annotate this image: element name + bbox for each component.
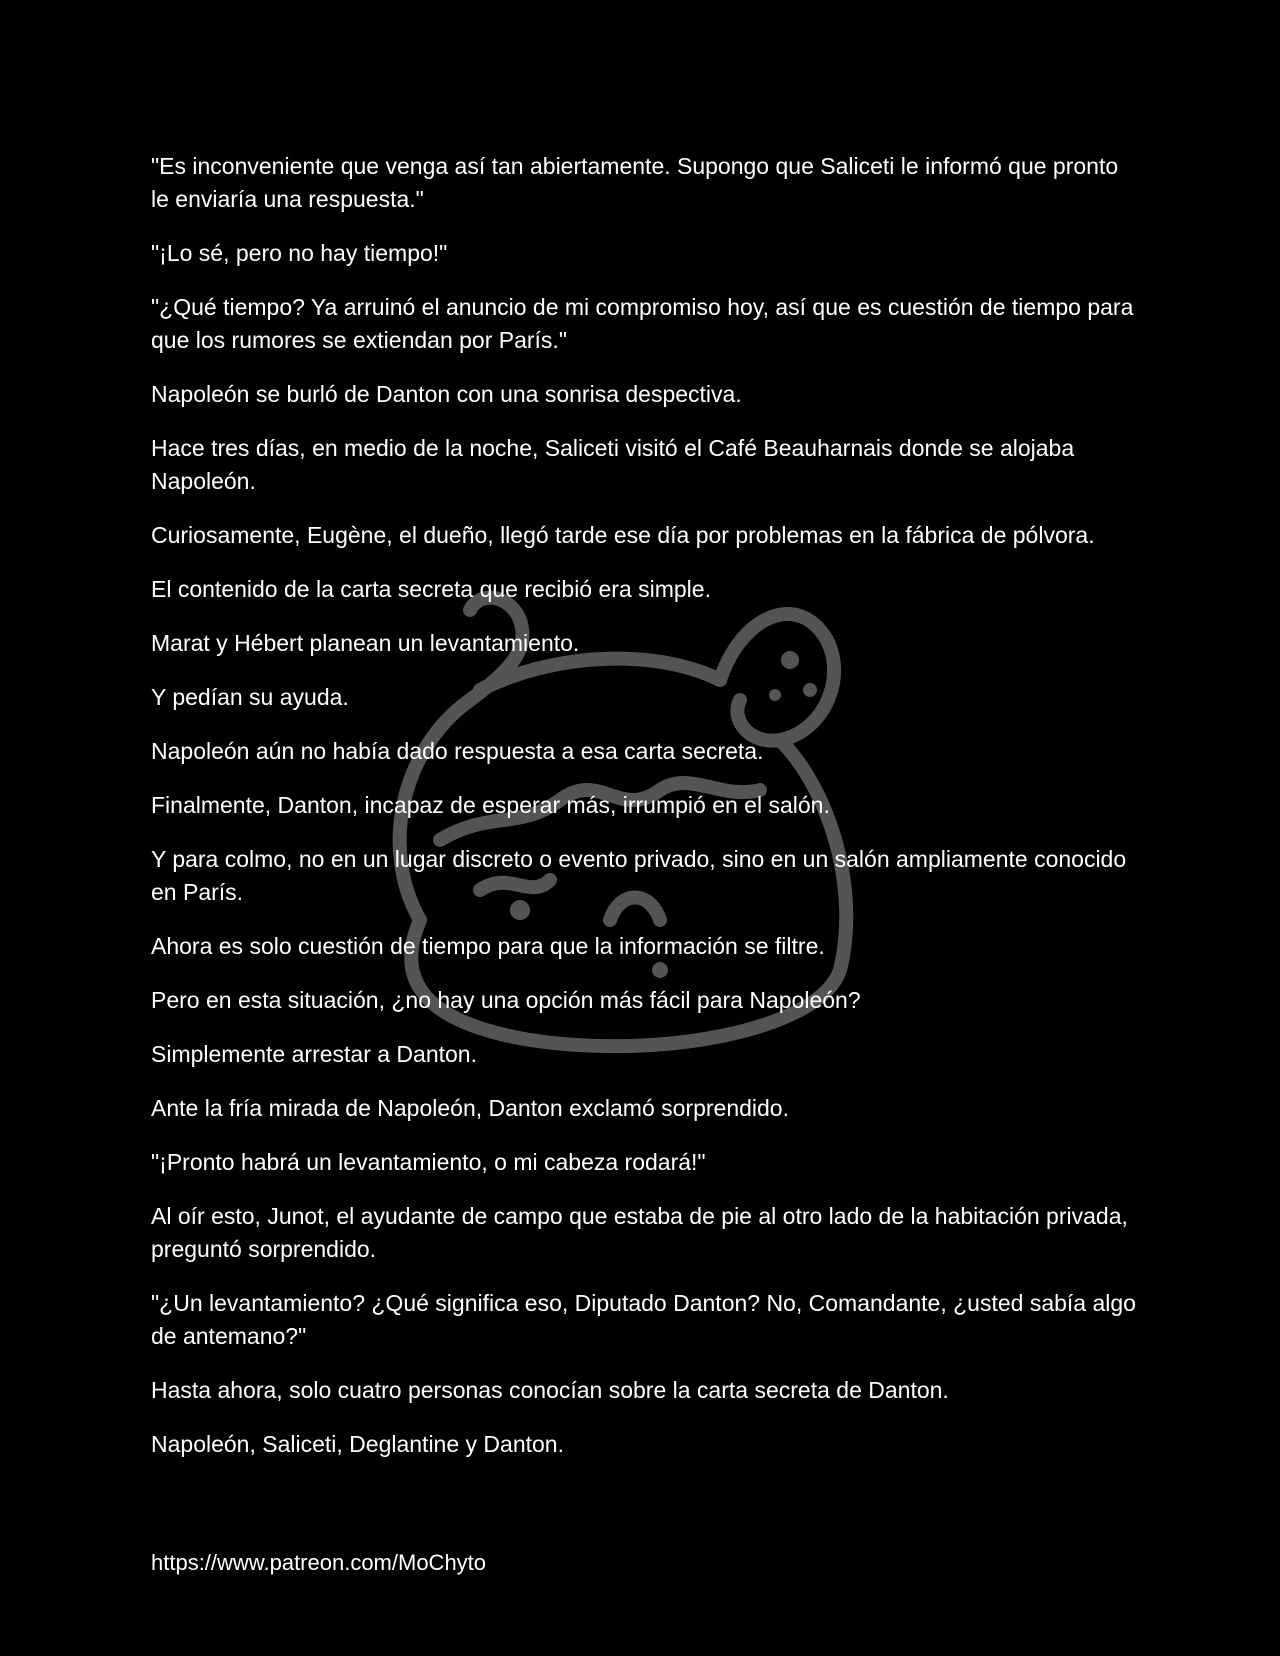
paragraph: Curiosamente, Eugène, el dueño, llegó tarde ese día por problemas en la fábrica de pólvora. — [151, 522, 1095, 548]
paragraph: Marat y Hébert planean un levantamiento. — [151, 630, 580, 656]
paragraph: "¿Un levantamiento? ¿Qué significa eso, Diputado Danton? No, Comandante, ¿usted sabía algo de antemano?" — [151, 1290, 1136, 1349]
paragraph: El contenido de la carta secreta que recibió era simple. — [151, 576, 711, 602]
paragraph: "¡Pronto habrá un levantamiento, o mi cabeza rodará!" — [151, 1149, 706, 1175]
paragraph: Ahora es solo cuestión de tiempo para que la información se filtre. — [151, 933, 825, 959]
document-body — [151, 150, 1141, 1482]
paragraph: Napoleón, Saliceti, Deglantine y Danton. — [151, 1431, 564, 1457]
paragraph: "Es inconveniente que venga así tan abiertamente. Supongo que Saliceti le informó que pronto le enviaría una respuesta." — [151, 153, 1119, 212]
paragraph: Hace tres días, en medio de la noche, Saliceti visitó el Café Beauharnais donde se alojaba Napoleón. — [151, 435, 1075, 494]
paragraph: "¡Lo sé, pero no hay tiempo!" — [151, 240, 448, 266]
paragraph: Finalmente, Danton, incapaz de esperar más, irrumpió en el salón. — [151, 792, 830, 818]
patreon-link[interactable]: https://www.patreon.com/MoChyto — [151, 1550, 487, 1575]
paragraph: Pero en esta situación, ¿no hay una opción más fácil para Napoleón? — [151, 987, 861, 1013]
paragraph: Ante la fría mirada de Napoleón, Danton exclamó sorprendido. — [151, 1095, 789, 1121]
paragraph: Simplemente arrestar a Danton. — [151, 1041, 477, 1067]
paragraph: Y para colmo, no en un lugar discreto o evento privado, sino en un salón ampliamente conocido en París. — [151, 846, 1127, 905]
paragraph: Y pedían su ayuda. — [151, 684, 349, 710]
paragraph: Hasta ahora, solo cuatro personas conocían sobre la carta secreta de Danton. — [151, 1377, 949, 1403]
paragraph: "¿Qué tiempo? Ya arruinó el anuncio de mi compromiso hoy, así que es cuestión de tiempo para que los rumores se extiendan por París." — [151, 294, 1134, 353]
paragraph: Al oír esto, Junot, el ayudante de campo que estaba de pie al otro lado de la habitación privada, preguntó sorprendido. — [151, 1203, 1128, 1262]
paragraph: Napoleón aún no había dado respuesta a esa carta secreta. — [151, 738, 764, 764]
paragraph: Napoleón se burló de Danton con una sonrisa despectiva. — [151, 381, 742, 407]
